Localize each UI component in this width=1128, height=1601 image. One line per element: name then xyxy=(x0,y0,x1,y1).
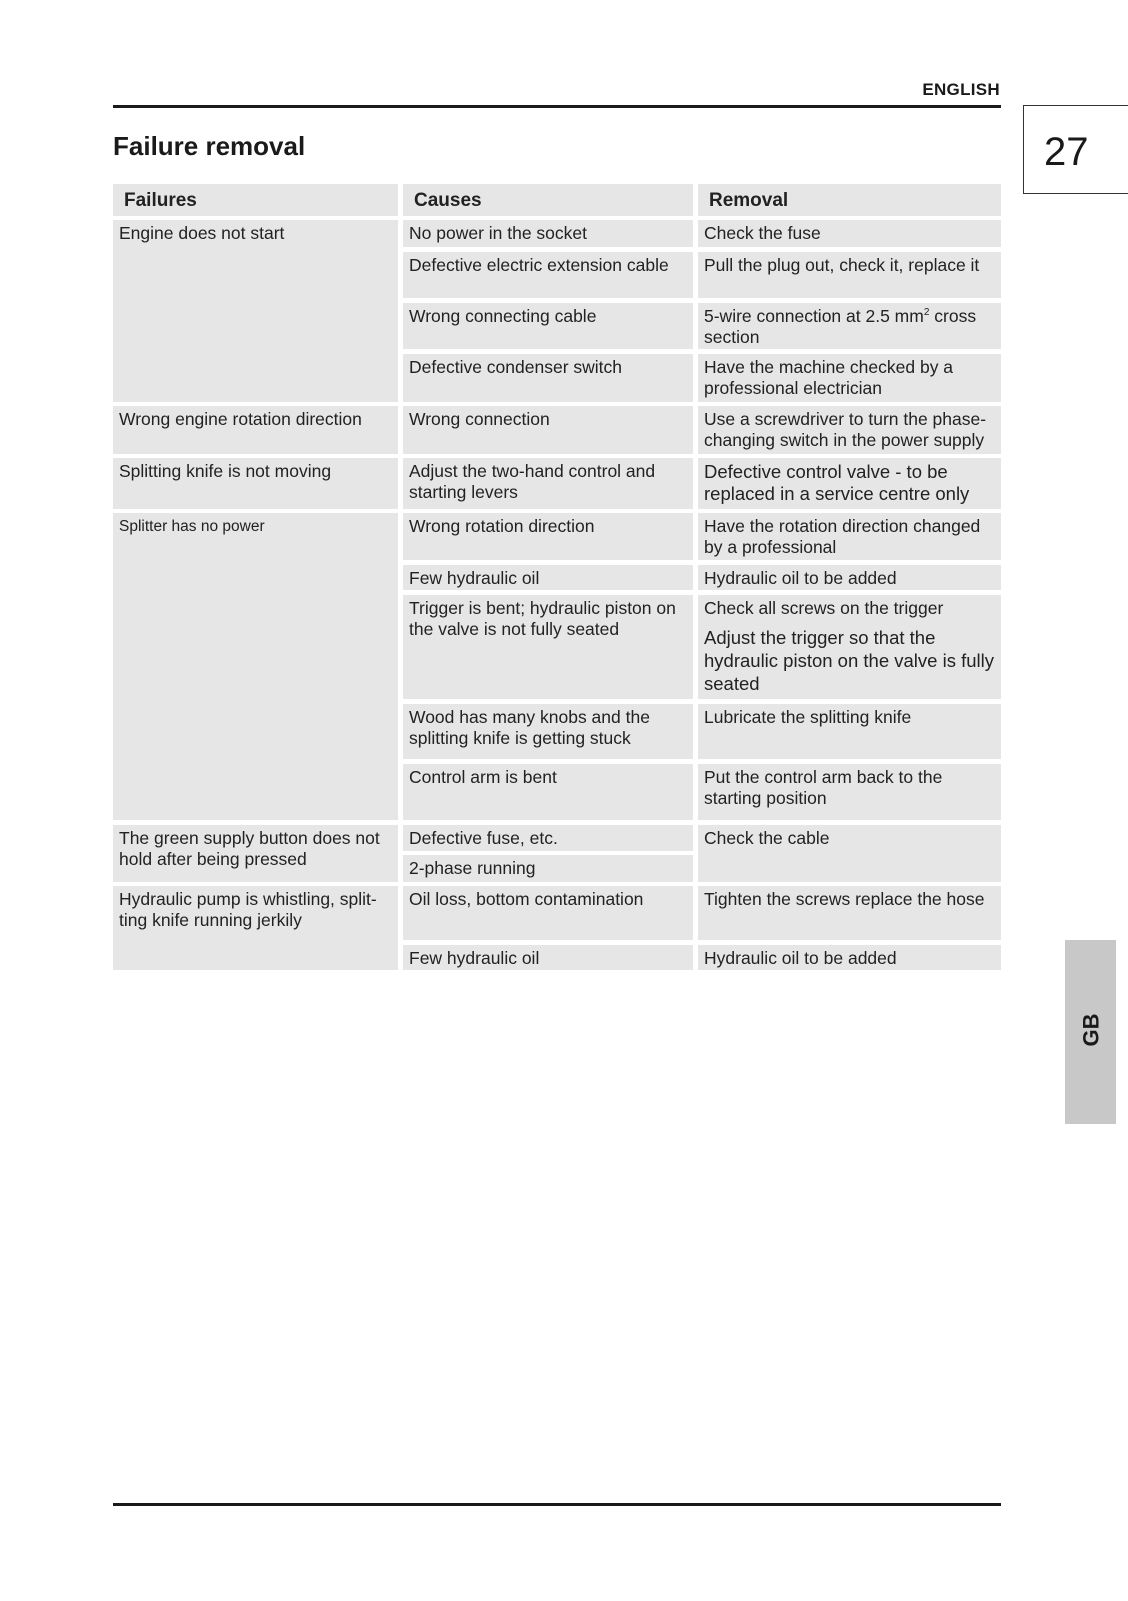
header-removal: Removal xyxy=(698,184,1001,216)
removal-cell: Use a screwdriver to turn the phase-changing switch in the power supply xyxy=(698,406,1001,454)
failure-cell: Engine does not start xyxy=(113,220,398,402)
failure-cell: Splitter has no power xyxy=(113,513,398,820)
failure-cell: The green supply button does not hold after being pressed xyxy=(113,825,398,882)
page-number: 27 xyxy=(1044,130,1089,174)
cause-cell: Few hydraulic oil xyxy=(403,945,693,970)
removal-cell: Tighten the screws replace the hose xyxy=(698,886,1001,940)
cause-cell: Trigger is bent; hydraulic piston on the valve is not fully seated xyxy=(403,595,693,699)
removal-cell xyxy=(698,303,1001,349)
removal-text: Adjust the trigger so that the hydraulic piston on the valve is fully seated xyxy=(704,627,994,694)
removal-cell: Check the fuse xyxy=(698,220,1001,247)
removal-cell: Hydraulic oil to be added xyxy=(698,945,1001,970)
cause-cell: Wrong connecting cable xyxy=(403,303,693,349)
cause-cell: Defective electric extension cable xyxy=(403,252,693,298)
cause-cell: Defective fuse, etc. xyxy=(403,825,693,851)
superscript: 2 xyxy=(923,307,930,319)
removal-cell xyxy=(698,595,1001,699)
cause-cell: Wrong connection xyxy=(403,406,693,454)
failure-cell: Splitting knife is not moving xyxy=(113,458,398,509)
removal-cell: Have the machine checked by a professional electrician xyxy=(698,354,1001,402)
failure-cell: Wrong engine rotation direction xyxy=(113,406,398,454)
cause-cell: Adjust the two-hand control and starting levers xyxy=(403,458,693,509)
cause-cell: No power in the socket xyxy=(403,220,693,247)
cause-cell: Few hydraulic oil xyxy=(403,565,693,590)
removal-cell: Have the rotation direction changed by a professional xyxy=(698,513,1001,560)
page-title: Failure removal xyxy=(113,131,306,161)
removal-cell: Hydraulic oil to be added xyxy=(698,565,1001,590)
cause-cell: Control arm is bent xyxy=(403,764,693,820)
removal-text: cross section xyxy=(704,306,977,347)
failure-cell: Hydraulic pump is whistling, split-ting knife running jerkily xyxy=(113,886,398,970)
removal-text: Check all screws on the trigger xyxy=(704,598,944,618)
bottom-rule xyxy=(113,1503,1001,1506)
cause-cell: Oil loss, bottom contamination xyxy=(403,886,693,940)
header-causes: Causes xyxy=(403,184,693,216)
removal-cell: Defective control valve - to be replaced in a service centre only xyxy=(698,458,1001,509)
header-failures: Failures xyxy=(113,184,398,216)
cause-cell: Wood has many knobs and the splitting knife is getting stuck xyxy=(403,704,693,759)
cause-cell: 2-phase running xyxy=(403,855,693,882)
cause-cell: Wrong rotation direction xyxy=(403,513,693,560)
language-label: ENGLISH xyxy=(922,80,1000,99)
removal-cell: Check the cable xyxy=(698,825,1001,882)
top-rule xyxy=(113,105,1001,108)
cause-cell: Defective condenser switch xyxy=(403,354,693,402)
removal-cell: Put the control arm back to the starting position xyxy=(698,764,1001,820)
removal-cell: Lubricate the splitting knife xyxy=(698,704,1001,759)
removal-cell: Pull the plug out, check it, replace it xyxy=(698,252,1001,298)
removal-text: 5-wire connection at 2.5 mm xyxy=(704,306,924,326)
side-tab-label: GB xyxy=(1078,1013,1103,1047)
